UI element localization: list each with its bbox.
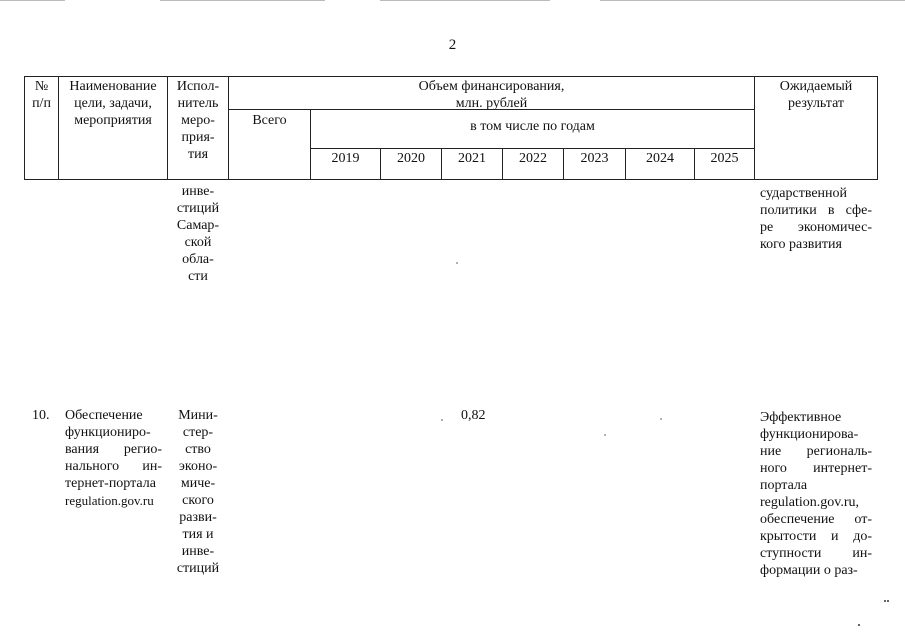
scan-speck: [456, 262, 458, 264]
row-10-executor: Мини- стер- ство эконо- миче- ского разви- тия и инве- стиций: [176, 408, 220, 576]
header-num: № п/п: [24, 76, 59, 180]
header-year-2019: 2019: [310, 148, 381, 180]
scan-speck: [884, 600, 886, 602]
header-funding: Объем финансирования, млн. рублей: [228, 76, 755, 110]
header-name: Наименование цели, задачи, мероприятия: [58, 76, 168, 180]
continuation-executor: инве- стиций Самар- ской обла- сти: [176, 184, 220, 284]
row-10-name: Обеспечение функциониро- вания регио- нального ин- тернет-портала regulation.gov.ru: [65, 408, 162, 508]
header-year-2024: 2024: [625, 148, 695, 180]
row-10-num: 10.: [32, 408, 50, 423]
header-year-2022: 2022: [502, 148, 564, 180]
scan-speck: [887, 600, 889, 602]
scan-speck: [441, 419, 443, 421]
header-year-2021: 2021: [441, 148, 503, 180]
scan-edge-line: [0, 0, 65, 1]
header-year-2025: 2025: [694, 148, 755, 180]
page-number: 2: [448, 37, 457, 53]
row-10-total: 0,82: [461, 408, 486, 423]
header-total: Всего: [228, 109, 311, 180]
scan-speck: [660, 418, 662, 420]
row-10-result: Эффективное функционирова- ние региональ- ного интернет- портала regulation.gov.ru, обеспечение от- крытости и до- ступности ин- формации о раз-: [760, 410, 872, 578]
header-year-2023: 2023: [563, 148, 626, 180]
header-result: Ожидаемый результат: [754, 76, 878, 180]
scan-edge-line: [600, 0, 905, 1]
scan-edge-line: [160, 0, 325, 1]
scan-edge-line: [380, 0, 550, 1]
header-executor: Испол- нитель меро- прия- тия: [167, 76, 229, 180]
continuation-result: сударственной политики в сфе- ре экономичес- кого развития: [760, 186, 872, 252]
header-by-years: в том числе по годам: [310, 109, 755, 149]
scan-speck: [604, 434, 606, 436]
header-year-2020: 2020: [380, 148, 442, 180]
scan-speck: [858, 624, 860, 626]
